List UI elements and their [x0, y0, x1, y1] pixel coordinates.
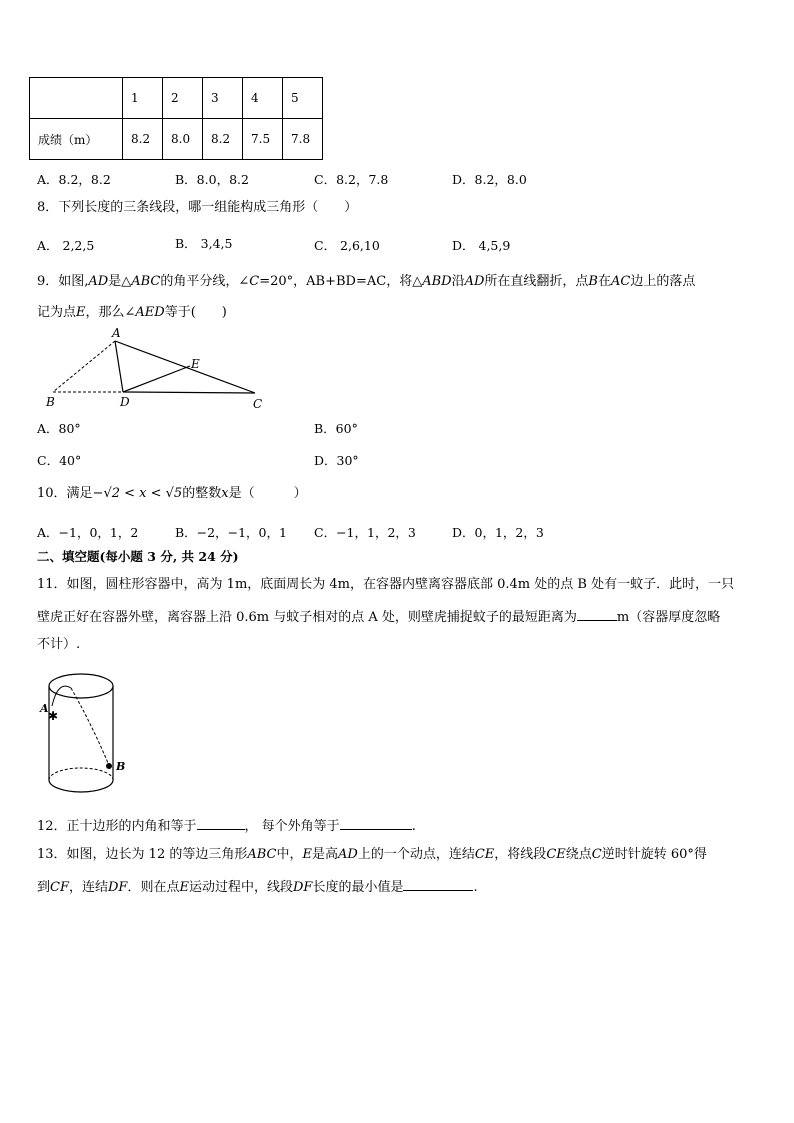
q13-text: 是高 [312, 847, 339, 862]
answer-blank[interactable] [340, 815, 412, 830]
q12-text: . [411, 819, 416, 834]
q7-option-a: A．8.2，8.2 [37, 172, 111, 187]
q13-text: 长度的最小值是 [312, 880, 404, 895]
q10-option-d: D．0，1，2，3 [452, 525, 544, 540]
q11-line2 [37, 606, 720, 627]
q13-symbol: E [302, 847, 313, 862]
q13-symbol: E [179, 880, 189, 895]
q13-line2 [37, 876, 478, 897]
score-table [29, 77, 323, 160]
q9-option-d: D．30° [314, 453, 359, 468]
q9-text: 等于( ) [164, 305, 227, 320]
q7-option-c: C．8.2，7.8 [314, 172, 389, 187]
q12-text: ， 每个外角等于 [244, 819, 340, 834]
q9-text: 9．如图, [37, 274, 89, 289]
q12-text: 12．正十边形的内角和等于 [37, 819, 197, 834]
q9-option-a: A．80° [37, 421, 81, 436]
table-row-label: 成绩（m） [30, 119, 123, 160]
q13-text: . [473, 880, 478, 895]
q9-text: ，那么∠ [85, 305, 136, 320]
q13-text: ．则在点 [127, 880, 180, 895]
table-row [30, 119, 323, 160]
q13-symbol: C [591, 847, 602, 862]
q9-symbol: AD [464, 274, 485, 289]
q13-symbol: DF [108, 880, 128, 895]
q13-text: ，连结 [68, 880, 108, 895]
q10-text: 10．满足 [37, 486, 93, 501]
table-cell [30, 78, 123, 119]
q8-option-d: D． 4,5,9 [452, 238, 511, 253]
label-b: B [116, 760, 126, 773]
table-cell: 8.0 [163, 119, 203, 160]
cylinder-bottom-front [49, 780, 113, 792]
segment-de [123, 366, 190, 392]
q9-text: 是△ [108, 274, 132, 289]
q11-text: 壁虎正好在容器外壁，离容器上沿 0.6m 与蚊子相对的点 A 处，则壁虎捕捉蚊子的最短距离为 [37, 610, 577, 625]
q12-line [37, 815, 416, 836]
q13-line1 [37, 846, 707, 864]
q10-option-c: C．−1，1，2，3 [314, 525, 416, 540]
table-cell: 5 [283, 78, 323, 119]
q10-stem [37, 485, 307, 503]
q13-symbol: CE [546, 847, 566, 862]
q9-line1 [37, 273, 695, 291]
label-b: B [46, 395, 55, 409]
table-cell: 3 [203, 78, 243, 119]
q9-text: 沿 [451, 274, 465, 289]
q10-symbol: x [221, 486, 229, 501]
q9-line2 [37, 304, 227, 322]
q7-option-b: B．8.0，8.2 [175, 172, 249, 187]
q10-text: 是（ ） [228, 486, 307, 501]
cylinder-bottom-back [49, 768, 113, 780]
q7-option-d: D．8.2，8.0 [452, 172, 527, 187]
q9-symbol: AD [88, 274, 109, 289]
q8-option-b: B． 3,4,5 [175, 236, 233, 251]
q9-text: 边上的落点 [630, 274, 696, 289]
q9-symbol: ABD [422, 274, 452, 289]
gecko-icon: ✱ [48, 709, 59, 723]
q9-triangle-figure [40, 326, 280, 416]
q9-text: 记为点 [37, 305, 77, 320]
q11-text: m（容器厚度忽略 [616, 610, 721, 625]
table-cell: 8.2 [203, 119, 243, 160]
path-inner [71, 688, 108, 763]
q11-cylinder-figure [36, 668, 136, 803]
table-cell: 7.5 [243, 119, 283, 160]
q13-symbol: ABC [247, 847, 277, 862]
q8-option-c: C． 2,6,10 [314, 238, 380, 253]
q9-symbol: AED [135, 305, 165, 320]
q11-line3: 不计）. [37, 637, 81, 652]
label-d: D [120, 395, 130, 409]
label-c: C [253, 397, 263, 411]
label-e: E [191, 357, 200, 371]
q9-symbol: ABC [131, 274, 161, 289]
q13-text: 绕点 [565, 847, 592, 862]
q13-symbol: AD [338, 847, 358, 862]
segment-dc [123, 392, 255, 393]
table-cell: 1 [123, 78, 163, 119]
dashed-ab [53, 341, 115, 392]
q13-text: 中， [276, 847, 303, 862]
q9-text: 所在直线翻折，点 [484, 274, 589, 289]
q9-symbol: B [588, 274, 598, 289]
q9-option-b: B．60° [314, 421, 358, 436]
mosquito-icon [106, 763, 112, 769]
q10-inequality: −√2 < x < √5 [92, 486, 183, 501]
q13-text: 逆时针旋转 60°得 [601, 847, 707, 862]
q9-symbol: C [249, 274, 260, 289]
q13-symbol: DF [292, 880, 313, 895]
q9-text: 的角平分线，∠ [160, 274, 250, 289]
section-heading: 二、填空题(每小题 3 分, 共 24 分) [37, 549, 239, 564]
table-cell: 4 [243, 78, 283, 119]
q13-text: 上的一个动点，连结 [357, 847, 475, 862]
q13-text: 运动过程中，线段 [188, 880, 293, 895]
q13-symbol: CF [50, 880, 69, 895]
cylinder-top [49, 674, 113, 698]
q10-option-a: A．−1，0，1，2 [37, 525, 139, 540]
q13-text: 13．如图，边长为 12 的等边三角形 [37, 847, 248, 862]
answer-blank[interactable] [197, 815, 245, 830]
q13-text: 到 [37, 880, 51, 895]
q10-text: 的整数 [182, 486, 222, 501]
q9-text: =20°，AB+BD=AC，将△ [259, 274, 423, 289]
table-cell: 8.2 [123, 119, 163, 160]
q9-text: 在 [597, 274, 611, 289]
q11-line1: 11．如图，圆柱形容器中，高为 1m，底面周长为 4m，在容器内壁离容器底部 0.4m 处的点 B 处有一蚊子．此时，一只 [37, 577, 735, 592]
q13-text: ，将线段 [494, 847, 547, 862]
table-header-row [30, 78, 323, 119]
label-a: A [40, 702, 49, 715]
table-cell: 7.8 [283, 119, 323, 160]
q10-option-b: B．−2，−1，0，1 [175, 525, 287, 540]
q13-symbol: CE [474, 847, 495, 862]
q9-option-c: C．40° [37, 453, 82, 468]
q9-symbol: AC [611, 274, 631, 289]
answer-blank[interactable] [577, 606, 617, 621]
q8-option-a: A． 2,2,5 [37, 238, 95, 253]
label-a: A [112, 326, 121, 340]
segment-ad [115, 341, 123, 392]
q9-symbol: E [76, 305, 86, 320]
q8-stem: 8．下列长度的三条线段，哪一组能构成三角形（ ） [37, 200, 358, 215]
answer-blank[interactable] [403, 876, 473, 891]
segment-ac [115, 341, 255, 393]
table-cell: 2 [163, 78, 203, 119]
